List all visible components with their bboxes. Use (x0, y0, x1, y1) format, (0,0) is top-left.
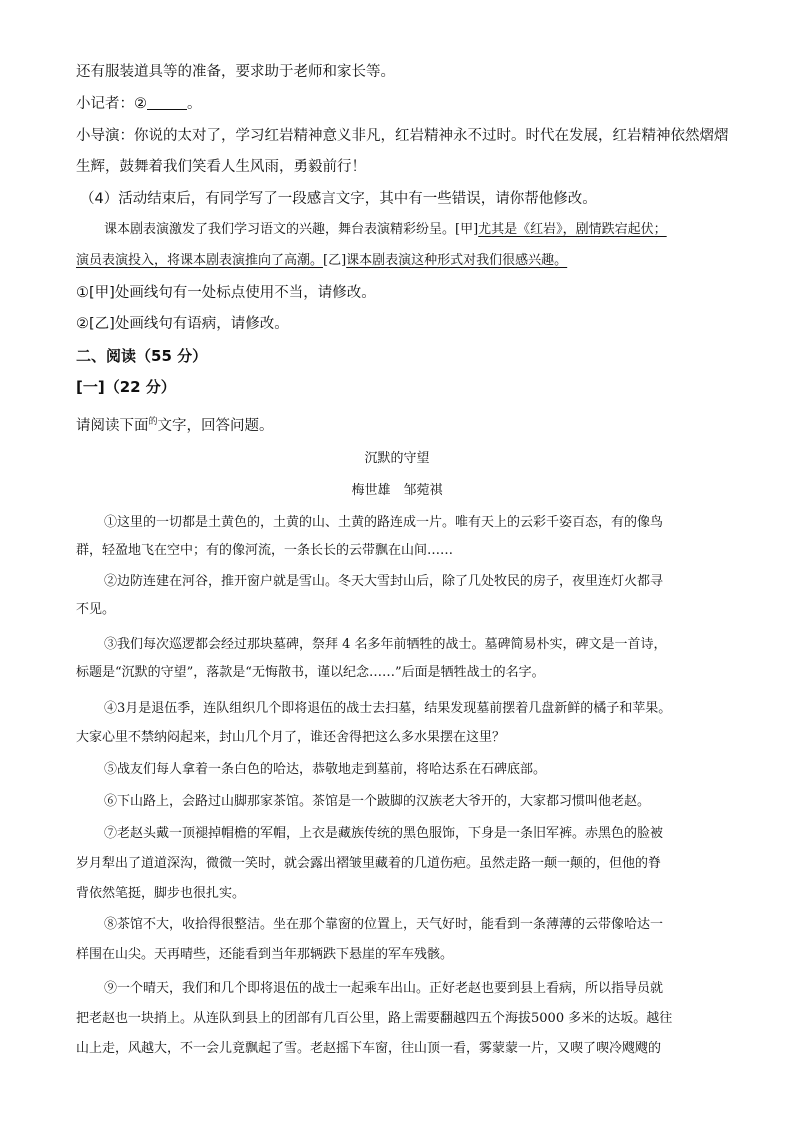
essay-line-1 (104, 220, 667, 240)
instruction-sup: 的 (148, 417, 158, 427)
paragraph-7-cont: 岁月犁出了道道深沟，微微一笑时，就会露出褶皱里藏着的几道伤疤。虽然走路一颠一颠的，但他的脊 (76, 856, 662, 871)
essay-line-2 (76, 251, 567, 271)
instruction-text-end: 文字，回答问题。 (157, 418, 274, 434)
paragraph-5: ⑤战友们每人拿着一条白色的哈达，恭敬地走到墓前，将哈达系在石碑底部。 (104, 762, 547, 777)
paragraph-4-cont: 大家心里不禁纳闷起来，封山几个月了，谁还舍得把这么多水果摆在这里？ (76, 730, 506, 745)
reporter-suffix: 。 (187, 96, 202, 112)
paragraph-3-cont: 标题是“沉默的守望”，落款是“无悔散书，谨以纪念……”后面是牺牲战士的名字。 (76, 665, 545, 680)
paragraph-4: ④3月是退伍季，连队组织几个即将退伍的战士去扫墓，结果发现墓前摆着几盘新鲜的橘子和苹果。 (104, 701, 672, 716)
instruction-text: 请阅读下面 (76, 418, 149, 434)
paragraph-8-cont: 样围在山尖。天再晴些，还能看到当年那辆跌下悬崖的军车残骸。 (76, 947, 454, 962)
paragraph-6: ⑥下山路上，会路过山脚那家茶馆。茶馆是一个跛脚的汉族老大爷开的，大家都习惯叫他老赵。 (104, 794, 651, 809)
underlined-sentence-jia-cont: 演员表演投入，将课本剧表演推向了高潮。 (76, 253, 324, 268)
underlined-sentence-jia: 尤其是《红岩》，剧情跌宕起伏； (478, 222, 667, 237)
subsection-heading: [一]（22 分） (76, 378, 176, 396)
underlined-sentence-yi: 课本剧表演这种形式对我们很感兴趣。 (346, 253, 568, 268)
paragraph-8: ⑧茶馆不大，收拾得很整洁。坐在那个靠窗的位置上，天气好时，能看到一条薄薄的云带像哈达一 (104, 917, 664, 932)
question-4: （4）活动结束后，有同学写了一段感言文字，其中有一些错误，请你帮他修改。 (80, 191, 597, 207)
reporter-line (76, 94, 202, 114)
paragraph-9-cont: 把老赵也一块捎上。从连队到县上的团部有几百公里，路上需要翻越四五个海拔5000 多米的达坂。越往 (76, 1011, 673, 1026)
essay-text: 课本剧表演激发了我们学习语文的兴趣，舞台表演精彩纷呈。[甲] (104, 222, 479, 237)
paragraph-1: ①这里的一切都是土黄色的，土黄的山、土黄的路连成一片。唯有天上的云彩千姿百态，有的像鸟 (104, 515, 664, 530)
question-4-2: ②[乙]处画线句有语病，请修改。 (76, 316, 289, 332)
answer-blank (147, 95, 187, 110)
paragraph-9-cont: 山上走，风越大，不一会儿竟飘起了雪。老赵摇下车窗，往山顶一看，雾蒙蒙一片，又喫了喫冷飕飕的 (76, 1041, 662, 1056)
instruction-line (76, 412, 274, 436)
question-4-1: ①[甲]处画线句有一处标点使用不当，请修改。 (76, 285, 376, 301)
paragraph-1-cont: 群，轻盈地飞在空中；有的像河流，一条长长的云带飘在山间…… (76, 543, 454, 558)
text-line: 还有服装道具等的准备，要求助于老师和家长等。 (76, 64, 395, 80)
paragraph-7-cont: 背依然笔挺，脚步也很扎实。 (76, 886, 246, 901)
text-line: 生辉，鼓舞着我们笑看人生风雨，勇毅前行！ (76, 159, 366, 175)
reporter-prefix: 小记者：② (76, 96, 147, 112)
article-title: 沉默的守望 (364, 451, 430, 466)
paragraph-3: ③我们每次巡逻都会经过那块墓碑，祭拜 4 名多年前牺牲的战士。墓碑简易朴实，碑文是一首诗， (104, 637, 667, 652)
text-line: 小导演：你说的太对了，学习红岩精神意义非凡，红岩精神永不过时。时代在发展，红岩精神依然熠熠 (76, 128, 729, 144)
paragraph-2-cont: 不见。 (76, 602, 116, 617)
section-heading: 二、阅读（55 分） (76, 347, 208, 365)
article-authors: 梅世雄 邹菀祺 (351, 483, 443, 498)
paragraph-2: ②边防连建在河谷，推开窗户就是雪山。冬天大雪封山后，除了几处牧民的房子，夜里连灯火都寻 (104, 574, 664, 589)
marker-yi: [乙] (323, 253, 347, 268)
paragraph-9: ⑨一个晴天，我们和几个即将退伍的战士一起乘车出山。正好老赵也要到县上看病，所以指导员就 (104, 981, 664, 996)
paragraph-7: ⑦老赵头戴一顶褪掉帽檐的军帽，上衣是藏族传统的黑色服饰，下身是一条旧军裤。赤黑色的脸被 (104, 826, 664, 841)
